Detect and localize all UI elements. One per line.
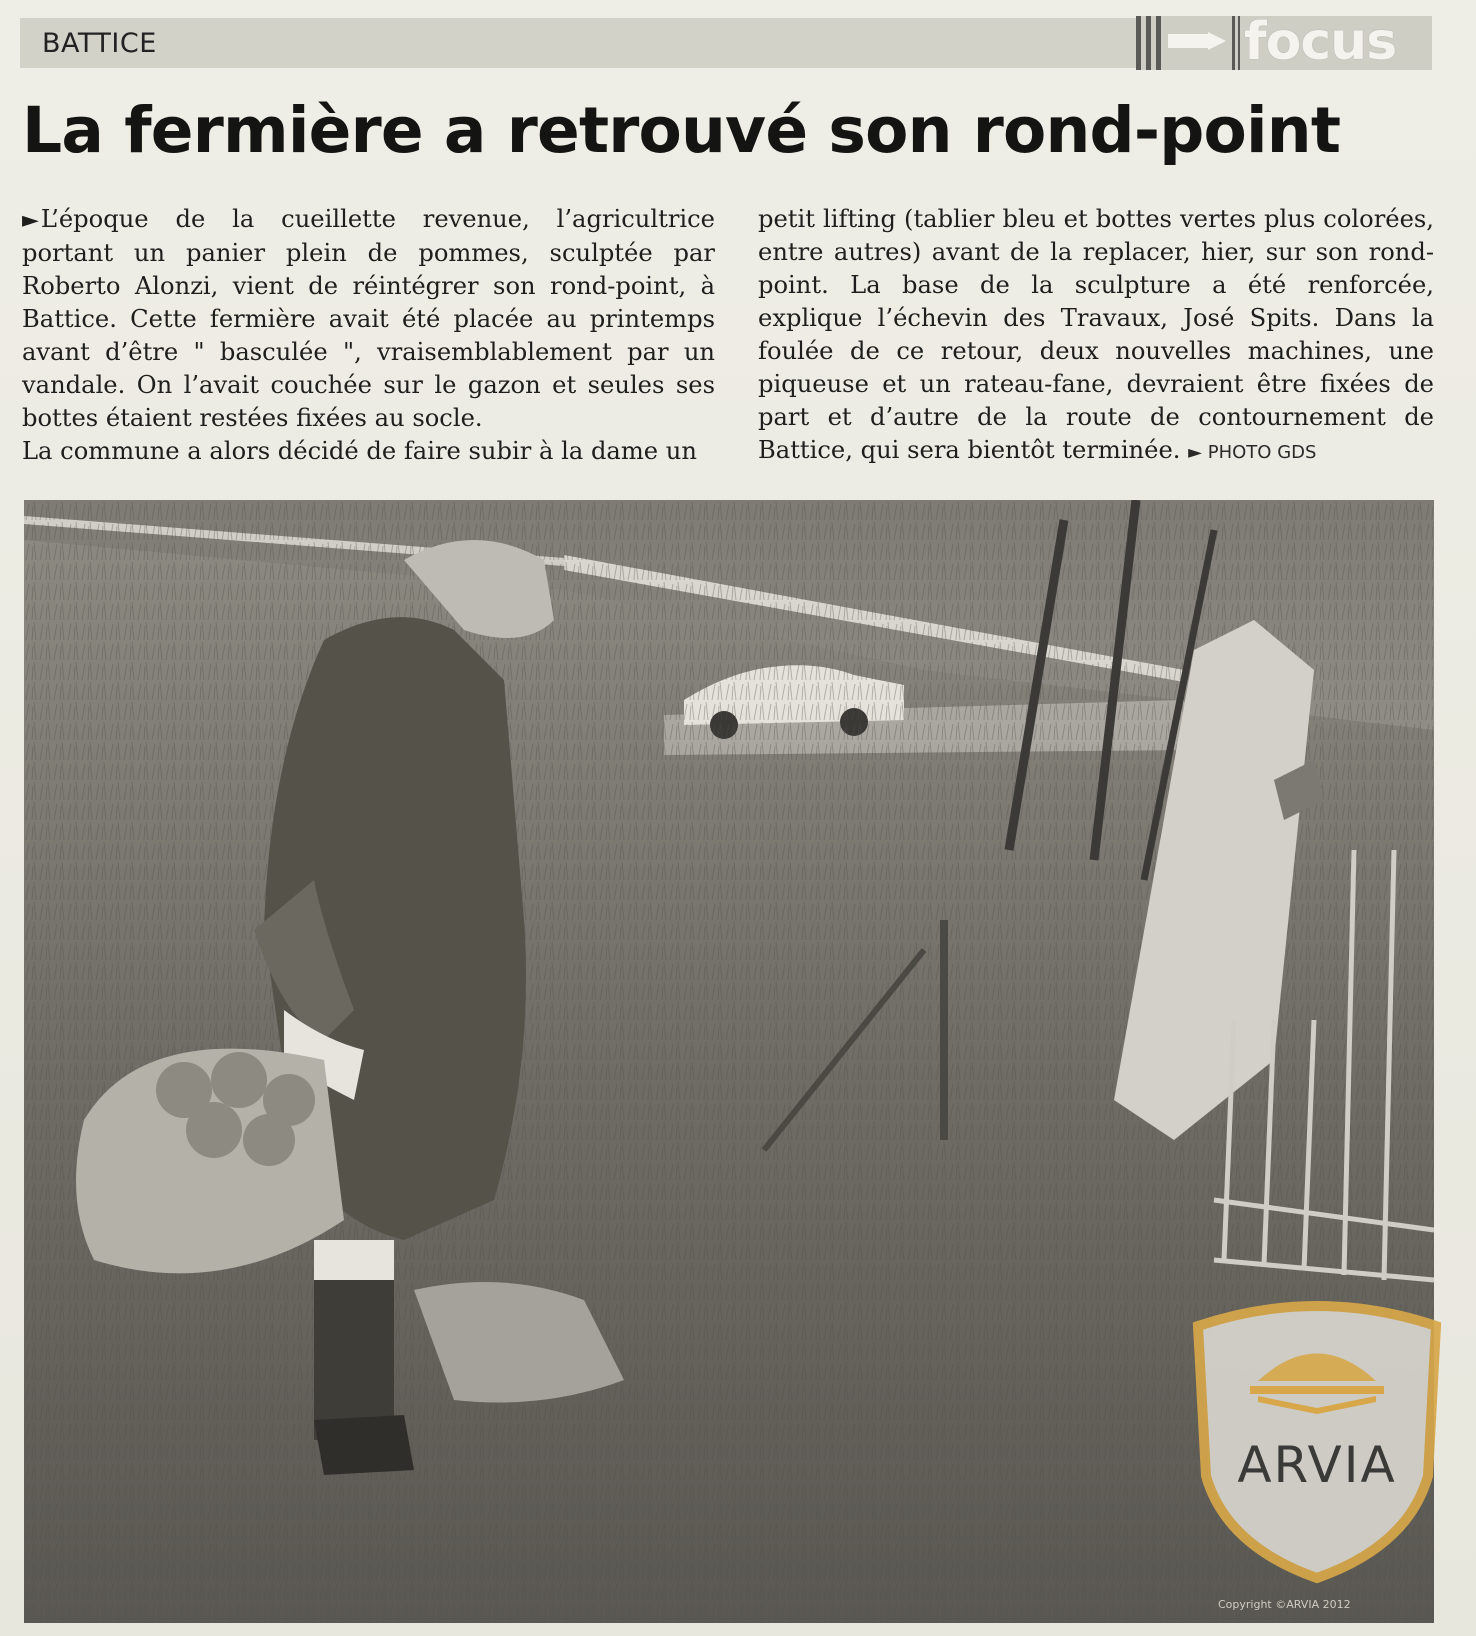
paragraph-1-text: L’époque de la cueillette revenue, l’agricultrice portant un panier plein de pommes, sculptée par Roberto Alonzi, vient de réintégrer son rond-point, à Battice. Cette fermière avait été placée au printemps avant d’être " basculée ", vraisemblablement par un vandale. On l’avait couchée sur le gazon et seules ses bottes étaient restées fixées au socle. bbox=[22, 205, 715, 432]
focus-rubric bbox=[1136, 12, 1432, 72]
paragraph-3-text: petit lifting (tablier bleu et bottes vertes plus colorées, entre autres) avant de la replacer, hier, sur son rond-point. La base de la sculpture a été renforcée, explique l’échevin des Travaux, José Spits. Dans la foulée de ce retour, deux nouvelles machines, une piqueuse et un rateau-fane, devraient être fixées de part et d’autre de la route de contournement de Battice, qui sera bientôt terminée. bbox=[758, 205, 1434, 464]
section-header bbox=[20, 12, 1432, 72]
photo-credit-label: PHOTO GDS bbox=[1207, 442, 1317, 463]
watermark-text: ARVIA bbox=[1237, 1436, 1397, 1494]
rubric-stripes bbox=[1136, 16, 1162, 70]
photo-credit bbox=[1188, 442, 1316, 463]
rubric-label: focus bbox=[1244, 12, 1397, 72]
credit-arrow-icon: ► bbox=[1188, 442, 1203, 463]
arrow-icon bbox=[1168, 32, 1226, 50]
paragraph-3 bbox=[758, 203, 1434, 469]
article-title: La fermière a retrouvé son rond-point bbox=[22, 94, 1341, 167]
article-column-right bbox=[758, 203, 1434, 469]
section-label: BATTICE bbox=[42, 28, 157, 59]
lead-arrow-icon: ► bbox=[22, 208, 39, 233]
photo-footnote: Copyright ©ARVIA 2012 bbox=[1218, 1598, 1351, 1611]
paragraph-1 bbox=[22, 203, 715, 435]
paragraph-2: La commune a alors décidé de faire subir à la dame un bbox=[22, 437, 697, 465]
article-column-left bbox=[22, 203, 715, 468]
arvia-watermark bbox=[1188, 1286, 1446, 1586]
rubric-bars bbox=[1232, 16, 1240, 70]
